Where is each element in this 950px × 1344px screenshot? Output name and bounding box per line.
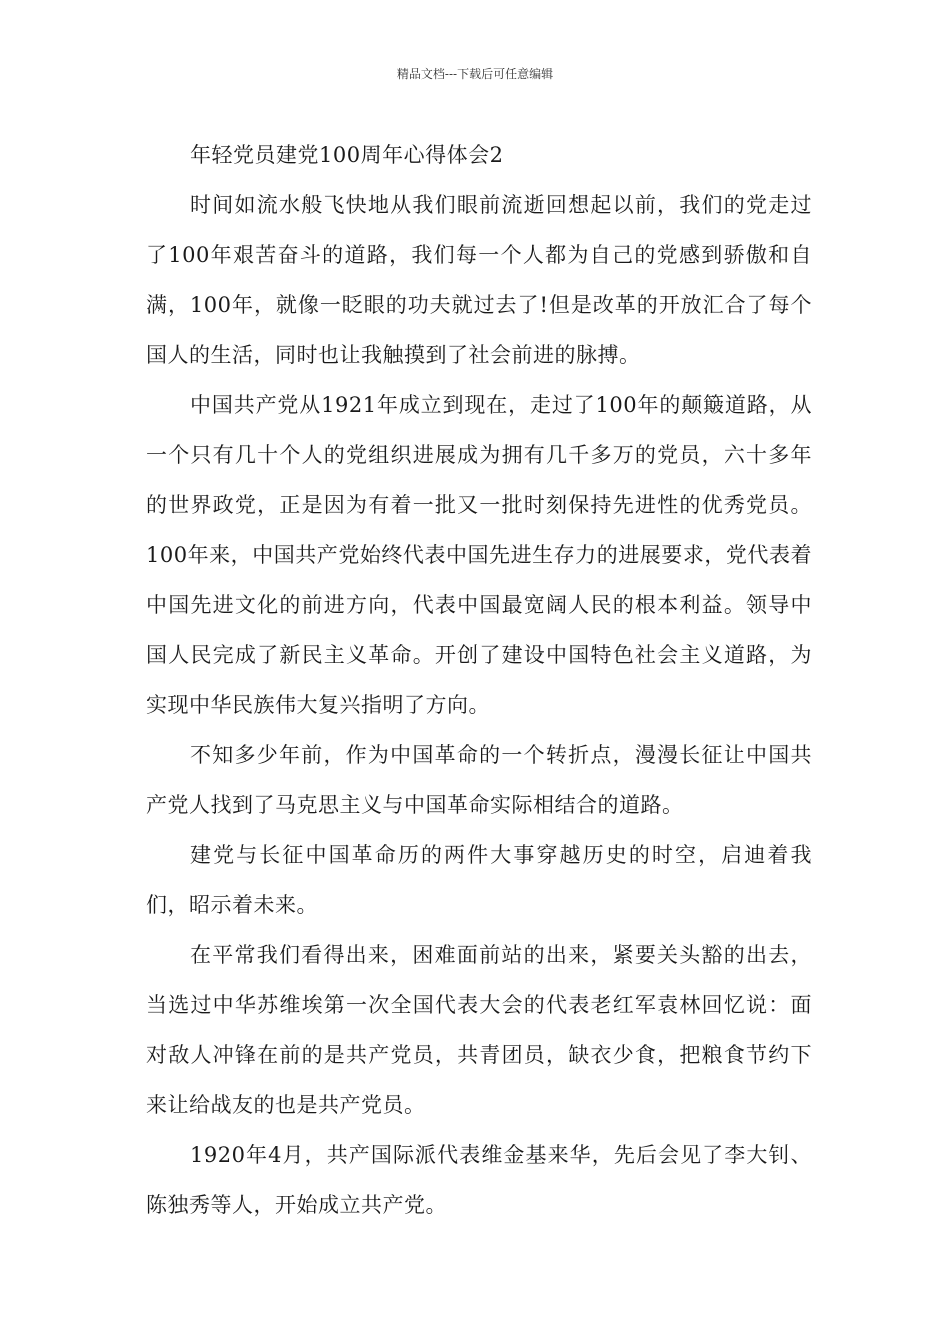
paragraph: 中国共产党从1921年成立到现在，走过了100年的颠簸道路，从一个只有几十个人的党组织进展成为拥有几千多万的党员，六十多年的世界政党，正是因为有着一批又一批时刻保持先进性的优秀党员。100年来，中国共产党始终代表中国先进生存力的进展要求，党代表着中国先进文化的前进方向，代表中国最宽阔人民的根本利益。领导中国人民完成了新民主义革命。开创了建设中国特色社会主义道路，为实现中华民族伟大复兴指明了方向。 xyxy=(146,393,812,717)
paragraph: 建党与长征中国革命历的两件大事穿越历史的时空，启迪着我们，昭示着未来。 xyxy=(146,843,812,917)
document-body xyxy=(146,130,812,1230)
paragraph: 不知多少年前，作为中国革命的一个转折点，漫漫长征让中国共产党人找到了马克思主义与中国革命实际相结合的道路。 xyxy=(146,743,812,817)
paragraph: 1920年4月，共产国际派代表维金基来华，先后会见了李大钊、陈独秀等人，开始成立共产党。 xyxy=(146,1143,812,1217)
page-header: 精品文档---下载后可任意编辑 xyxy=(396,67,554,81)
document-title: 年轻党员建党100周年心得体会2 xyxy=(190,143,504,167)
paragraph: 在平常我们看得出来，困难面前站的出来，紧要关头豁的出去，当选过中华苏维埃第一次全国代表大会的代表老红军袁林回忆说：面对敌人冲锋在前的是共产党员，共青团员，缺衣少食，把粮食节约下来让给战友的也是共产党员。 xyxy=(146,943,812,1117)
paragraph: 时间如流水般飞快地从我们眼前流逝回想起以前，我们的党走过了100年艰苦奋斗的道路，我们每一个人都为自己的党感到骄傲和自满，100年，就像一眨眼的功夫就过去了!但是改革的开放汇合了每个国人的生活，同时也让我触摸到了社会前进的脉搏。 xyxy=(146,193,812,367)
